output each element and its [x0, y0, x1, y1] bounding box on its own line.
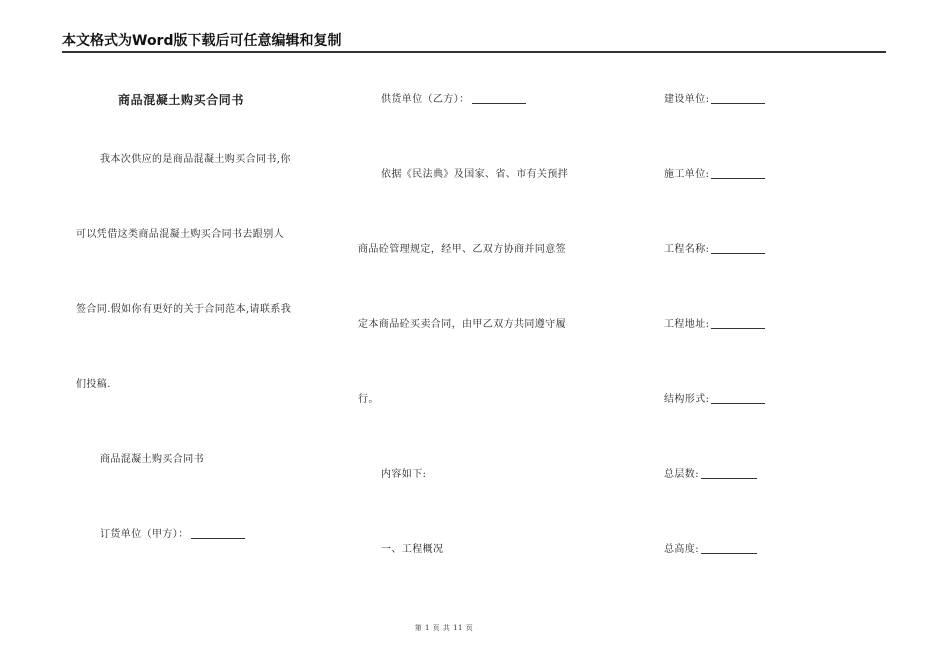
field-label: 施工单位:	[664, 169, 710, 180]
paragraph-line: 可以凭借这类商品混凝土购买合同书去跟别人	[76, 229, 284, 240]
header-title: 本文格式为Word版下载后可任意编辑和复制	[62, 33, 342, 49]
buyer-label: 订货单位（甲方）：	[100, 529, 189, 540]
paragraph-line: 商品砼管理规定，经甲、乙双方协商并同意签	[358, 244, 566, 255]
structure-type-field	[664, 393, 765, 407]
buyer-blank-line	[191, 537, 245, 539]
supplier-blank-line	[472, 102, 526, 104]
paragraph-line: 行。	[358, 394, 379, 405]
header-divider	[62, 51, 886, 53]
field-blank-line	[701, 477, 757, 479]
field-label: 工程名称:	[664, 244, 710, 255]
paragraph-line: 我本次供应的是商品混凝土购买合同书,你	[100, 154, 291, 165]
field-label: 总层数:	[664, 469, 699, 480]
contract-subtitle: 商品混凝土购买合同书	[100, 454, 204, 465]
field-blank-line	[701, 552, 757, 554]
document-title: 商品混凝土购买合同书	[118, 93, 245, 107]
construction-unit-field	[664, 93, 765, 107]
paragraph-line: 签合同.假如你有更好的关于合同范本,请联系我	[76, 304, 292, 315]
project-address-field	[664, 318, 765, 332]
project-name-field	[664, 243, 765, 257]
field-label: 总高度:	[664, 544, 699, 555]
page-number: 第 1 页 共 11 页	[414, 624, 474, 632]
content-intro: 内容如下:	[381, 469, 427, 480]
field-blank-line	[711, 177, 765, 179]
field-blank-line	[711, 252, 765, 254]
section-heading: 一、工程概况	[381, 544, 444, 555]
total-height-field	[664, 543, 757, 557]
total-floors-field	[664, 468, 757, 482]
paragraph-line: 定本商品砼买卖合同，由甲乙双方共同遵守履	[358, 319, 566, 330]
supplier-field	[381, 93, 526, 107]
field-label: 建设单位:	[664, 94, 710, 105]
supplier-label: 供货单位（乙方）：	[381, 94, 470, 105]
field-label: 工程地址:	[664, 319, 710, 330]
field-blank-line	[711, 102, 765, 104]
buyer-field	[100, 528, 245, 542]
field-blank-line	[711, 402, 765, 404]
field-blank-line	[711, 327, 765, 329]
paragraph-line: 依据《民法典》及国家、省、市有关预拌	[381, 169, 569, 180]
paragraph-line: 们投稿.	[76, 379, 111, 390]
field-label: 结构形式:	[664, 394, 710, 405]
builder-unit-field	[664, 168, 765, 182]
